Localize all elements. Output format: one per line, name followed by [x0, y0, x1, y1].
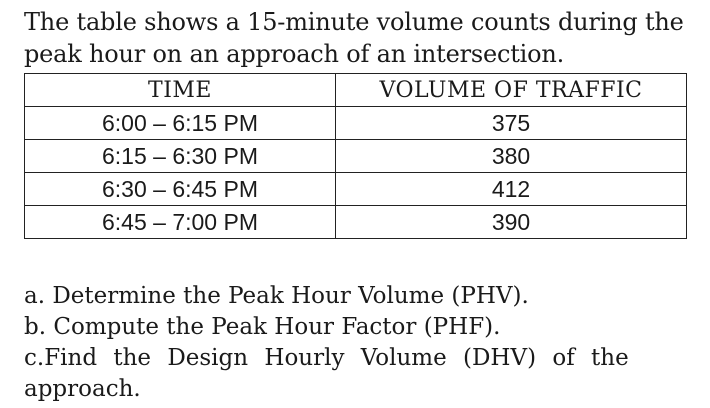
table-row: [25, 206, 687, 239]
question-c-line-1: c.Find the Design Hourly Volume (DHV) of the: [24, 345, 629, 371]
table-header-row: [25, 74, 687, 107]
question-a: a. Determine the Peak Hour Volume (PHV).: [24, 283, 529, 309]
column-header-volume: VOLUME OF TRAFFIC: [336, 74, 687, 107]
time-cell: 6:15 – 6:30 PM: [25, 140, 336, 173]
time-cell: 6:45 – 7:00 PM: [25, 206, 336, 239]
volume-cell: 412: [336, 173, 687, 206]
question-list: [24, 281, 694, 405]
volume-cell: 390: [336, 206, 687, 239]
problem-statement-line-2: peak hour on an approach of an intersection.: [24, 40, 565, 68]
volume-cell: 375: [336, 107, 687, 140]
table-row: [25, 173, 687, 206]
traffic-volume-table: [24, 73, 687, 239]
volume-cell: 380: [336, 140, 687, 173]
table-row: [25, 140, 687, 173]
time-cell: 6:00 – 6:15 PM: [25, 107, 336, 140]
problem-statement-line-1: The table shows a 15-minute volume counts during the: [24, 8, 684, 36]
problem-statement: [24, 6, 694, 70]
question-c-line-2: approach.: [24, 376, 141, 402]
question-b: b. Compute the Peak Hour Factor (PHF).: [24, 314, 501, 340]
column-header-time: TIME: [25, 74, 336, 107]
time-cell: 6:30 – 6:45 PM: [25, 173, 336, 206]
table-row: [25, 107, 687, 140]
